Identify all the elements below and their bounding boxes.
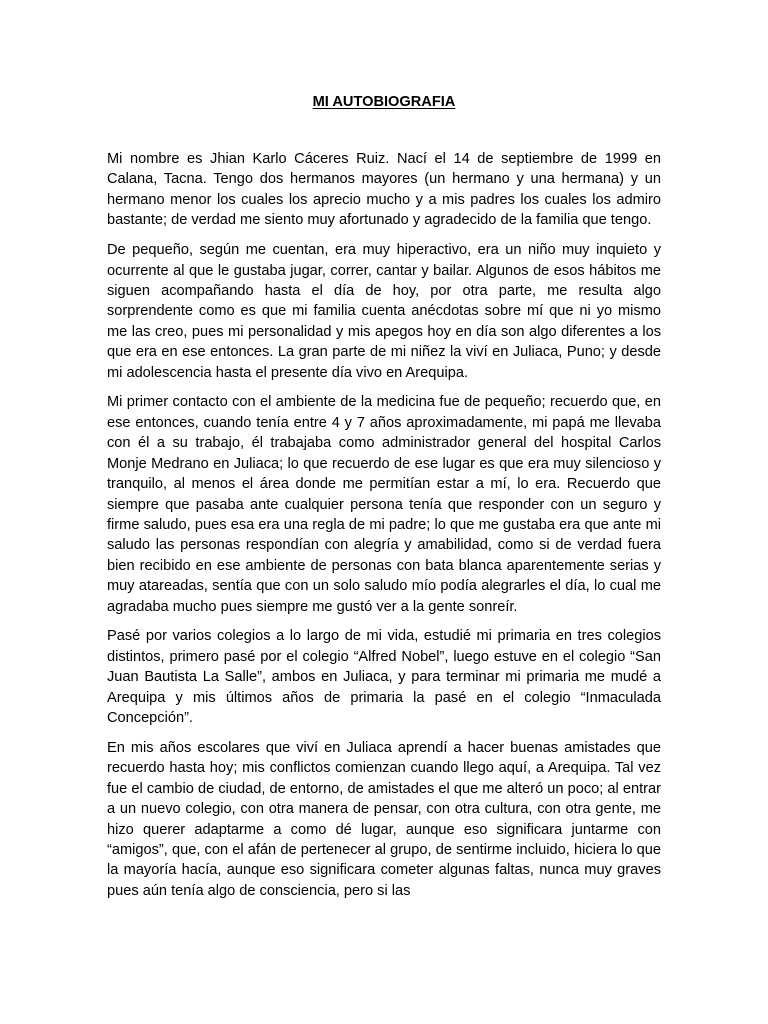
- paragraph-schools: Pasé por varios colegios a lo largo de mi vida, estudié mi primaria en tres colegios distintos, primero pasé por el colegio “Alfred Nobel”, luego estuve en el colegio “San Juan Bautista La Salle”, ambos en Juliaca, y para terminar mi primaria me mudé a Arequipa y mis últimos años de primaria la pasé en el colegio “Inmaculada Concepción”.: [107, 628, 661, 727]
- paragraph-medicine: Mi primer contacto con el ambiente de la medicina fue de pequeño; recuerdo que, en ese entonces, cuando tenía entre 4 y 7 años aproximadamente, mi papá me llevaba con él a su trabajo, él trabajaba como administrador general del hospital Carlos Monje Medrano en Juliaca; lo que recuerdo de ese lugar es que era muy silencioso y tranquilo, al menos el área donde me permitían estar a mí, lo era. Recuerdo que siempre que pasaba ante cualquier persona tenía que responder con un seguro y firme saludo, pues esa era una regla de mi padre; lo que me gustaba era que ante mi saludo las personas respondían con alegría y amabilidad, como si de verdad fuera bien recibido en ese ambiente de personas con bata blanca aparentemente serias y muy atareadas, sentía que con un solo saludo mío podía alegrarles el día, lo cual me agradaba mucho pues siempre me gustó ver a la gente sonreír.: [107, 394, 661, 615]
- paragraph-school-years: En mis años escolares que viví en Juliaca aprendí a hacer buenas amistades que recuerdo hasta hoy; mis conflictos comienzan cuando llego aquí, a Arequipa. Tal vez fue el cambio de ciudad, de entorno, de amistades el que me alteró un poco; al entrar a un nuevo colegio, con otra manera de pensar, con otra cultura, con otra gente, me hizo querer adaptarme a como dé lugar, aunque eso significara juntarme con “amigos”, que, con el afán de pertenecer al grupo, de sentirme incluido, hiciera lo que la mayoría hacía, aunque eso significara cometer algunas faltas, nunca muy graves pues aún tenía algo de consciencia, pero si las: [107, 739, 661, 899]
- page-title: MI AUTOBIOGRAFIA: [312, 94, 456, 110]
- document-body: [107, 149, 661, 911]
- paragraph-childhood: De pequeño, según me cuentan, era muy hiperactivo, era un niño muy inquieto y ocurrente al que le gustaba jugar, correr, cantar y bailar. Algunos de esos hábitos me siguen acompañando hasta el día de hoy, por otra parte, me resulta algo sorprendente como es que mi familia cuenta anécdotas sobre mí que ni yo mismo me las creo, pues mi personalidad y mis apegos hoy en día son algo diferentes a los que era en ese entonces. La gran parte de mi niñez la viví en Juliaca, Puno; y desde mi adolescencia hasta el presente día vivo en Arequipa.: [107, 242, 661, 381]
- paragraph-intro: Mi nombre es Jhian Karlo Cáceres Ruiz. Nací el 14 de septiembre de 1999 en Calana, Tacna. Tengo dos hermanos mayores (un hermano y una hermana) y un hermano menor los cuales los aprecio mucho y a mis padres los cuales los admiro bastante; de verdad me siento muy afortunado y agradecido de la familia que tengo.: [107, 151, 661, 229]
